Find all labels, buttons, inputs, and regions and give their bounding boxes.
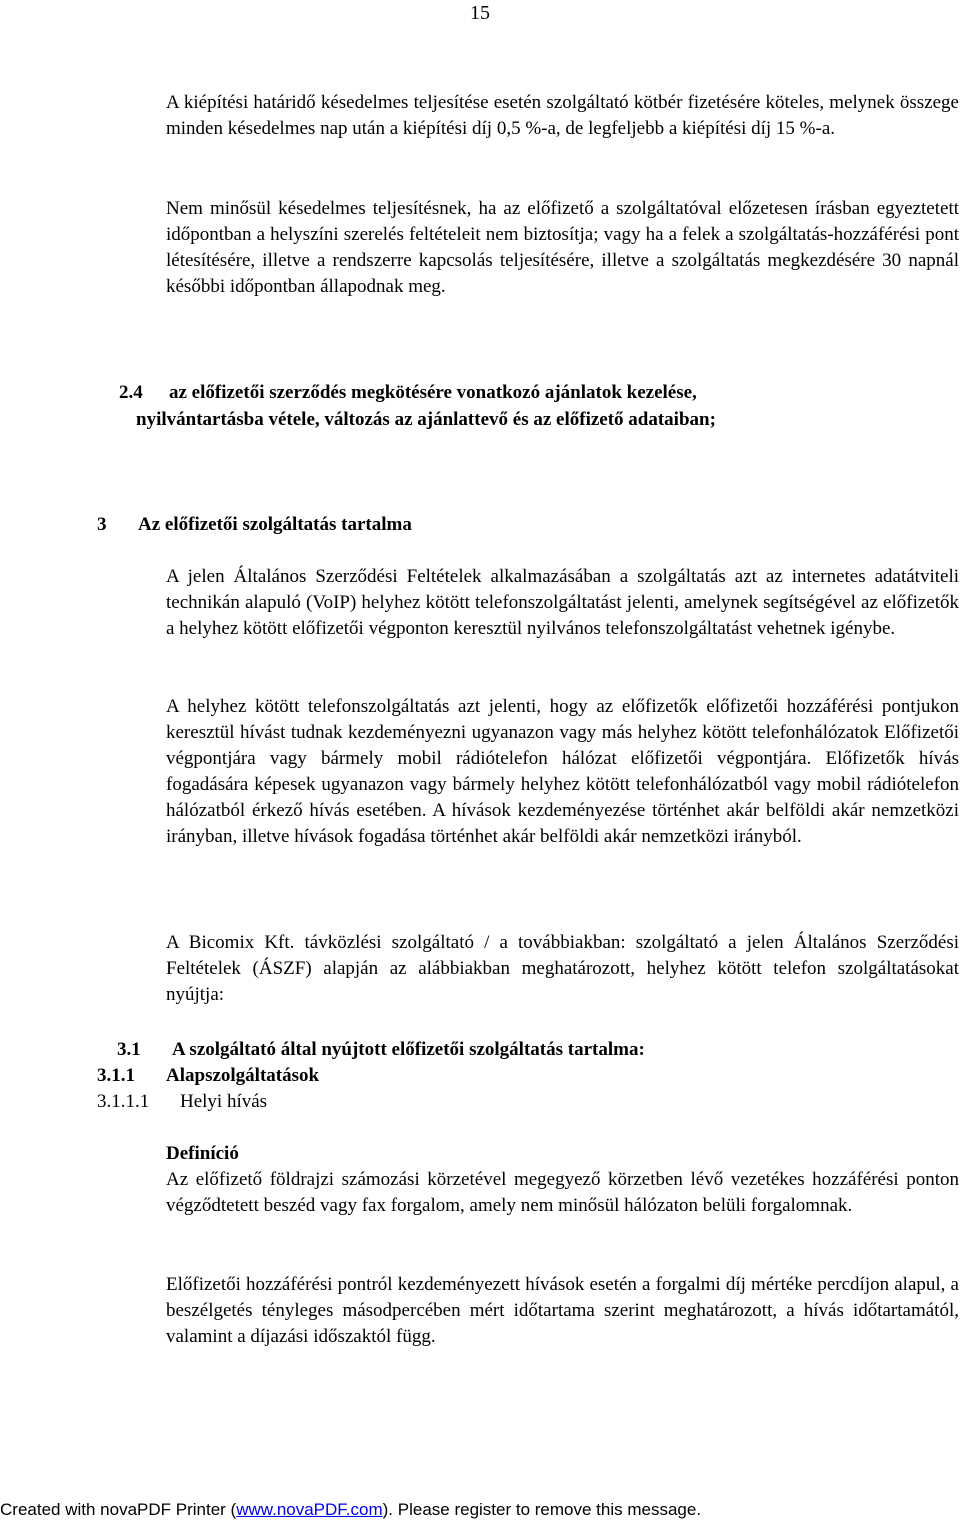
footer-suffix: ). Please register to remove this message.	[382, 1500, 702, 1519]
heading-3-number: 3	[97, 514, 107, 535]
page-number: 15	[470, 2, 490, 24]
paragraph-definicio: Az előfizető földrajzi számozási körzetével megegyező körzetben lévő vezetékes hozzáférési ponton végződtetett beszéd vagy fax forgalom, amely nem minősül hálózaton belüli forgalomnak.	[166, 1169, 959, 1216]
heading-3-title: Az előfizetői szolgáltatás tartalma	[138, 514, 412, 535]
heading-2-4-line1: az előfizetői szerződés megkötésére vonatkozó ajánlatok kezelése,	[169, 382, 697, 403]
heading-3-1-number: 3.1	[117, 1039, 141, 1060]
heading-3-1-1-1-title: Helyi hívás	[180, 1091, 268, 1112]
heading-3-1-title: A szolgáltató által nyújtott előfizetői szolgáltatás tartalma:	[172, 1039, 645, 1060]
heading-3-1-1-title: Alapszolgáltatások	[166, 1065, 320, 1086]
heading-2-4-number: 2.4	[119, 382, 143, 403]
footer-notice	[0, 1498, 960, 1522]
paragraph-forgalmi-dij: Előfizetői hozzáférési pontról kezdeményezett hívások esetén a forgalmi díj mértéke percdíjon alapul, a beszélgetés tényleges másodpercében mért időtartama szerint meghatározott, a hívás időtartamától, valamint a díjazási időszaktól függ.	[166, 1274, 959, 1347]
paragraph-nem-minosul-kesedelmes: Nem minősül késedelmes teljesítésnek, ha az előfizető a szolgáltatóval előzetesen írásban egyeztetett időpontban a helyszíni szerelés feltételeit nem biztosítja; vagy ha a felek a szolgáltatás-hozzáférési pont létesítésére, illetve a rendszerre kapcsolás teljesítésére, illetve a szolgáltatás megkezdésére 30 napnál későbbi időpontban állapodnak meg.	[166, 198, 959, 297]
heading-2-4-line2: nyilvántartásba vétele, változás az ajánlattevő és az előfizető adataiban;	[136, 409, 716, 430]
paragraph-kotber: A kiépítési határidő késedelmes teljesítése esetén szolgáltató kötbér fizetésére köteles, melynek összege minden késedelmes nap után a kiépítési díj 0,5 %-a, de legfeljebb a kiépítési díj 15 %-a.	[166, 92, 959, 139]
definition-heading: Definíció	[166, 1143, 239, 1164]
heading-3-1-1-1-number: 3.1.1.1	[97, 1091, 150, 1112]
paragraph-bicomix: A Bicomix Kft. távközlési szolgáltató / a továbbiakban: szolgáltató a jelen Általános Szerződési Feltételek (ÁSZF) alapján az alábbiakban meghatározott, helyhez kötött telefon szolgáltatásokat nyújtja:	[166, 932, 959, 1005]
paragraph-szolgaltatas-leirasa: A jelen Általános Szerződési Feltételek alkalmazásában a szolgáltatás azt az internetes adatátviteli technikán alapuló (VoIP) helyhez kötött telefonszolgáltatást jelenti, amelynek segítségével az előfizetők a helyhez kötött előfizetői végponton keresztül nyilvános telefonszolgáltatást vehetnek igénybe.	[166, 566, 959, 639]
footer-link[interactable]: www.novaPDF.com	[236, 1500, 383, 1519]
heading-2-4	[119, 380, 697, 406]
heading-3-1-1-number: 3.1.1	[97, 1065, 135, 1086]
paragraph-helyhez-kotott: A helyhez kötött telefonszolgáltatás azt jelenti, hogy az előfizetők előfizetői hozzáférési pontjukon keresztül hívást tudnak kezdeményezni ugyanazon vagy más helyhez kötött telefonhálózatok Előfizetői végpontjára vagy bármely mobil rádiótelefon hálózat előfizetői végpontjára. Előfizetők hívás fogadására képesek ugyanazon vagy bármely helyhez kötött telefonhálózatból vagy mobil rádiótelefon hálózatból érkező hívás esetében. A hívások kezdeményezése történhet akár belföldi akár nemzetközi irányban, illetve hívások fogadása történhet akár belföldi akár nemzetközi irányból.	[166, 696, 959, 847]
footer-prefix: Created with novaPDF Printer (	[0, 1500, 237, 1519]
